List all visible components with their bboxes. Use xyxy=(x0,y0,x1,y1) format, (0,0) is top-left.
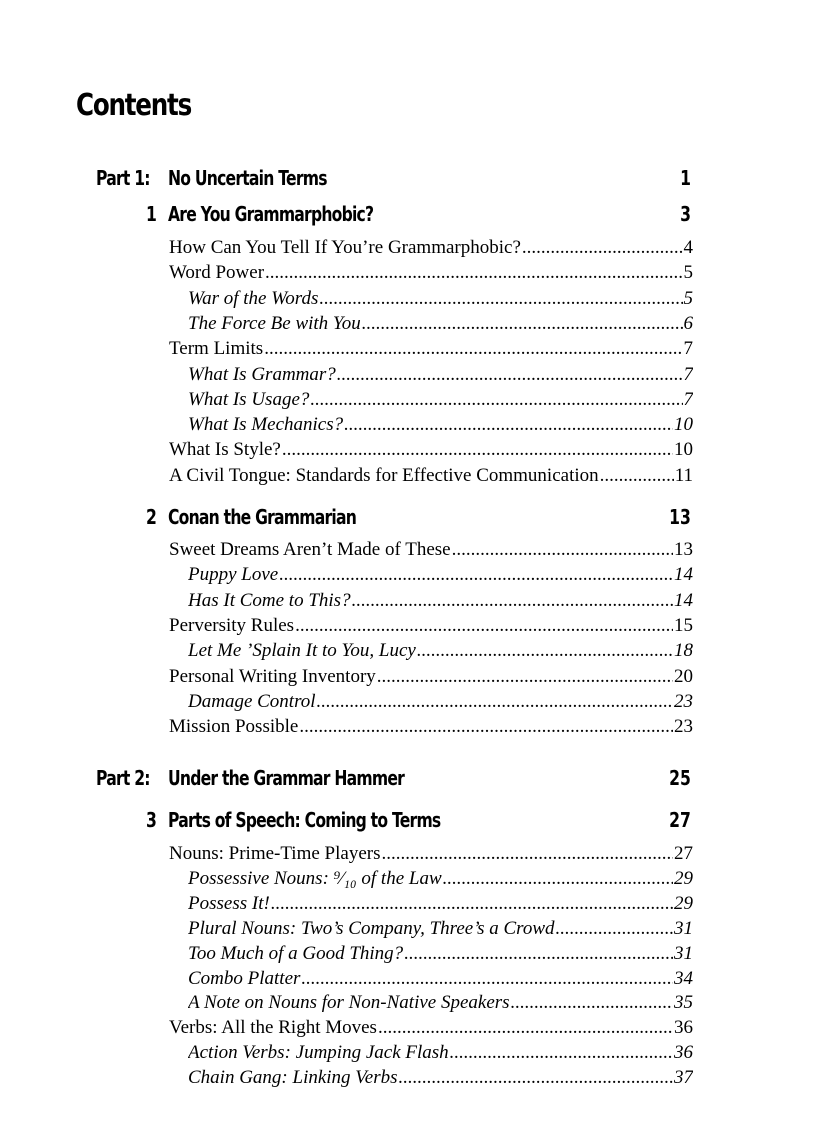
toc-subentry[interactable] xyxy=(188,563,693,587)
chapter-page-number: 13 xyxy=(669,505,691,529)
toc-subentry[interactable] xyxy=(188,388,693,412)
entry-title: Plural Nouns: Two’s Company, Three’s a Crowd xyxy=(188,917,555,939)
entry-title: A Civil Tongue: Standards for Effective Communication xyxy=(169,464,599,486)
dot-leader xyxy=(265,261,682,285)
dot-leader xyxy=(344,413,673,437)
dot-leader xyxy=(417,639,673,663)
dot-leader xyxy=(399,1066,673,1090)
toc-subentry[interactable] xyxy=(188,967,693,991)
entry-title: Combo Platter xyxy=(188,967,301,989)
entry-title: Mission Possible xyxy=(169,716,299,738)
dot-leader xyxy=(378,1016,673,1040)
dot-leader xyxy=(352,589,673,613)
dot-leader xyxy=(279,563,673,587)
dot-leader xyxy=(522,236,683,260)
toc-entry[interactable] xyxy=(169,438,693,462)
entry-page-number: 7 xyxy=(683,388,693,410)
toc-subentry[interactable] xyxy=(188,639,693,663)
chapter-title: Conan the Grammarian xyxy=(168,505,357,529)
entry-page-number: 27 xyxy=(674,843,693,864)
chapter-number: 3 xyxy=(146,808,157,832)
dot-leader xyxy=(295,614,673,638)
toc-subentry[interactable] xyxy=(188,991,693,1015)
dot-leader xyxy=(450,1041,673,1065)
part-page-number: 25 xyxy=(669,766,691,790)
toc-subentry[interactable] xyxy=(188,1041,693,1065)
entry-title: Possessive Nouns: ⁹⁄₁₀ of the Law xyxy=(188,867,442,889)
entry-title: Nouns: Prime-Time Players xyxy=(169,843,381,864)
entry-page-number: 10 xyxy=(674,439,693,461)
toc-subentry[interactable] xyxy=(188,589,693,613)
entry-page-number: 37 xyxy=(674,1067,693,1089)
dot-leader xyxy=(377,665,673,689)
dot-leader xyxy=(282,438,673,462)
dot-leader xyxy=(362,312,683,336)
entry-title: What Is Usage? xyxy=(188,388,310,410)
entry-page-number: 15 xyxy=(674,614,693,636)
dot-leader xyxy=(600,464,674,488)
chapter-heading-1[interactable] xyxy=(0,202,816,232)
entry-title: A Note on Nouns for Non-Native Speakers xyxy=(188,992,510,1014)
entry-title: Puppy Love xyxy=(188,564,279,586)
part-title: Under the Grammar Hammer xyxy=(168,766,405,790)
entry-title: Word Power xyxy=(169,262,265,284)
entry-title: What Is Grammar? xyxy=(188,363,336,385)
chapter-page-number: 3 xyxy=(680,202,691,226)
chapter-heading-3[interactable] xyxy=(0,808,816,838)
dot-leader xyxy=(381,842,673,866)
toc-entry[interactable] xyxy=(169,614,693,638)
entry-title: Action Verbs: Jumping Jack Flash xyxy=(188,1042,449,1064)
dot-leader xyxy=(452,538,673,562)
entry-title: What Is Mechanics? xyxy=(188,414,344,436)
entry-title: Sweet Dreams Aren’t Made of These xyxy=(169,539,451,560)
entry-title: Term Limits xyxy=(169,338,264,360)
entry-title: Damage Control xyxy=(188,690,316,712)
toc-entry[interactable] xyxy=(169,842,693,866)
dot-leader xyxy=(443,867,673,891)
toc-entry[interactable] xyxy=(169,337,693,361)
dot-leader xyxy=(264,337,682,361)
entry-page-number: 6 xyxy=(683,312,693,334)
entry-title: What Is Style? xyxy=(169,439,281,461)
dot-leader xyxy=(299,715,673,739)
chapter-page-number: 27 xyxy=(669,808,691,832)
toc-subentry[interactable] xyxy=(188,867,693,891)
chapter-number: 1 xyxy=(146,202,157,226)
page-title: Contents xyxy=(76,88,191,123)
toc-subentry[interactable] xyxy=(188,287,693,311)
entry-page-number: 23 xyxy=(674,716,693,738)
toc-subentry[interactable] xyxy=(188,690,693,714)
dot-leader xyxy=(310,388,682,412)
entry-page-number: 7 xyxy=(683,363,693,385)
entry-title: Verbs: All the Right Moves xyxy=(169,1017,377,1039)
entry-page-number: 20 xyxy=(674,665,693,687)
toc-subentry[interactable] xyxy=(188,892,693,916)
entry-page-number: 7 xyxy=(683,338,693,360)
chapter-heading-2[interactable] xyxy=(0,505,816,535)
entry-page-number: 31 xyxy=(674,942,693,964)
entry-page-number: 10 xyxy=(674,414,693,436)
part-heading-1[interactable] xyxy=(0,166,816,196)
entry-title: Chain Gang: Linking Verbs xyxy=(188,1067,398,1089)
toc-entry[interactable] xyxy=(169,715,693,739)
toc-entry[interactable] xyxy=(169,236,693,260)
toc-subentry[interactable] xyxy=(188,1066,693,1090)
entry-title: Personal Writing Inventory xyxy=(169,665,376,687)
toc-entry[interactable] xyxy=(169,665,693,689)
entry-title: War of the Words xyxy=(188,287,319,309)
dot-leader xyxy=(337,363,683,387)
toc-entry[interactable] xyxy=(169,464,693,488)
dot-leader xyxy=(319,287,682,311)
toc-entry[interactable] xyxy=(169,1016,693,1040)
entry-page-number: 29 xyxy=(674,867,693,889)
toc-entry[interactable] xyxy=(169,261,693,285)
entry-page-number: 35 xyxy=(674,992,693,1014)
dot-leader xyxy=(301,967,673,991)
chapter-title: Are You Grammarphobic? xyxy=(168,202,374,226)
entry-page-number: 11 xyxy=(674,464,693,486)
entry-page-number: 13 xyxy=(674,539,693,560)
toc-subentry[interactable] xyxy=(188,413,693,437)
toc-subentry[interactable] xyxy=(188,363,693,387)
entry-page-number: 14 xyxy=(674,589,693,611)
toc-entry[interactable] xyxy=(169,538,693,562)
entry-title: Perversity Rules xyxy=(169,614,295,636)
entry-title: Too Much of a Good Thing? xyxy=(188,942,404,964)
entry-title: Possess It! xyxy=(188,892,270,914)
entry-page-number: 36 xyxy=(674,1042,693,1064)
entry-title: Has It Come to This? xyxy=(188,589,351,611)
entry-page-number: 31 xyxy=(674,917,693,939)
part-label: Part 2: xyxy=(96,766,150,790)
entry-page-number: 4 xyxy=(683,237,693,258)
toc-subentry[interactable] xyxy=(188,312,693,336)
entry-page-number: 34 xyxy=(674,967,693,989)
part-heading-2[interactable] xyxy=(0,766,816,796)
entry-page-number: 23 xyxy=(674,690,693,712)
chapter-title: Parts of Speech: Coming to Terms xyxy=(168,808,441,832)
dot-leader xyxy=(556,917,673,941)
entry-title: The Force Be with You xyxy=(188,312,361,334)
part-title: No Uncertain Terms xyxy=(168,166,327,190)
dot-leader xyxy=(511,991,673,1015)
entry-page-number: 5 xyxy=(683,287,693,309)
entry-title: Let Me ’Splain It to You, Lucy xyxy=(188,640,416,662)
toc-subentry[interactable] xyxy=(188,917,693,941)
entry-title: How Can You Tell If You’re Grammarphobic? xyxy=(169,237,521,258)
entry-page-number: 18 xyxy=(674,640,693,662)
part-label: Part 1: xyxy=(96,166,150,190)
chapter-number: 2 xyxy=(146,505,157,529)
entry-page-number: 14 xyxy=(674,564,693,586)
toc-subentry[interactable] xyxy=(188,942,693,966)
part-page-number: 1 xyxy=(680,166,691,190)
entry-page-number: 5 xyxy=(683,262,693,284)
entry-page-number: 36 xyxy=(674,1017,693,1039)
dot-leader xyxy=(271,892,673,916)
dot-leader xyxy=(404,942,673,966)
entry-page-number: 29 xyxy=(674,892,693,914)
dot-leader xyxy=(317,690,673,714)
